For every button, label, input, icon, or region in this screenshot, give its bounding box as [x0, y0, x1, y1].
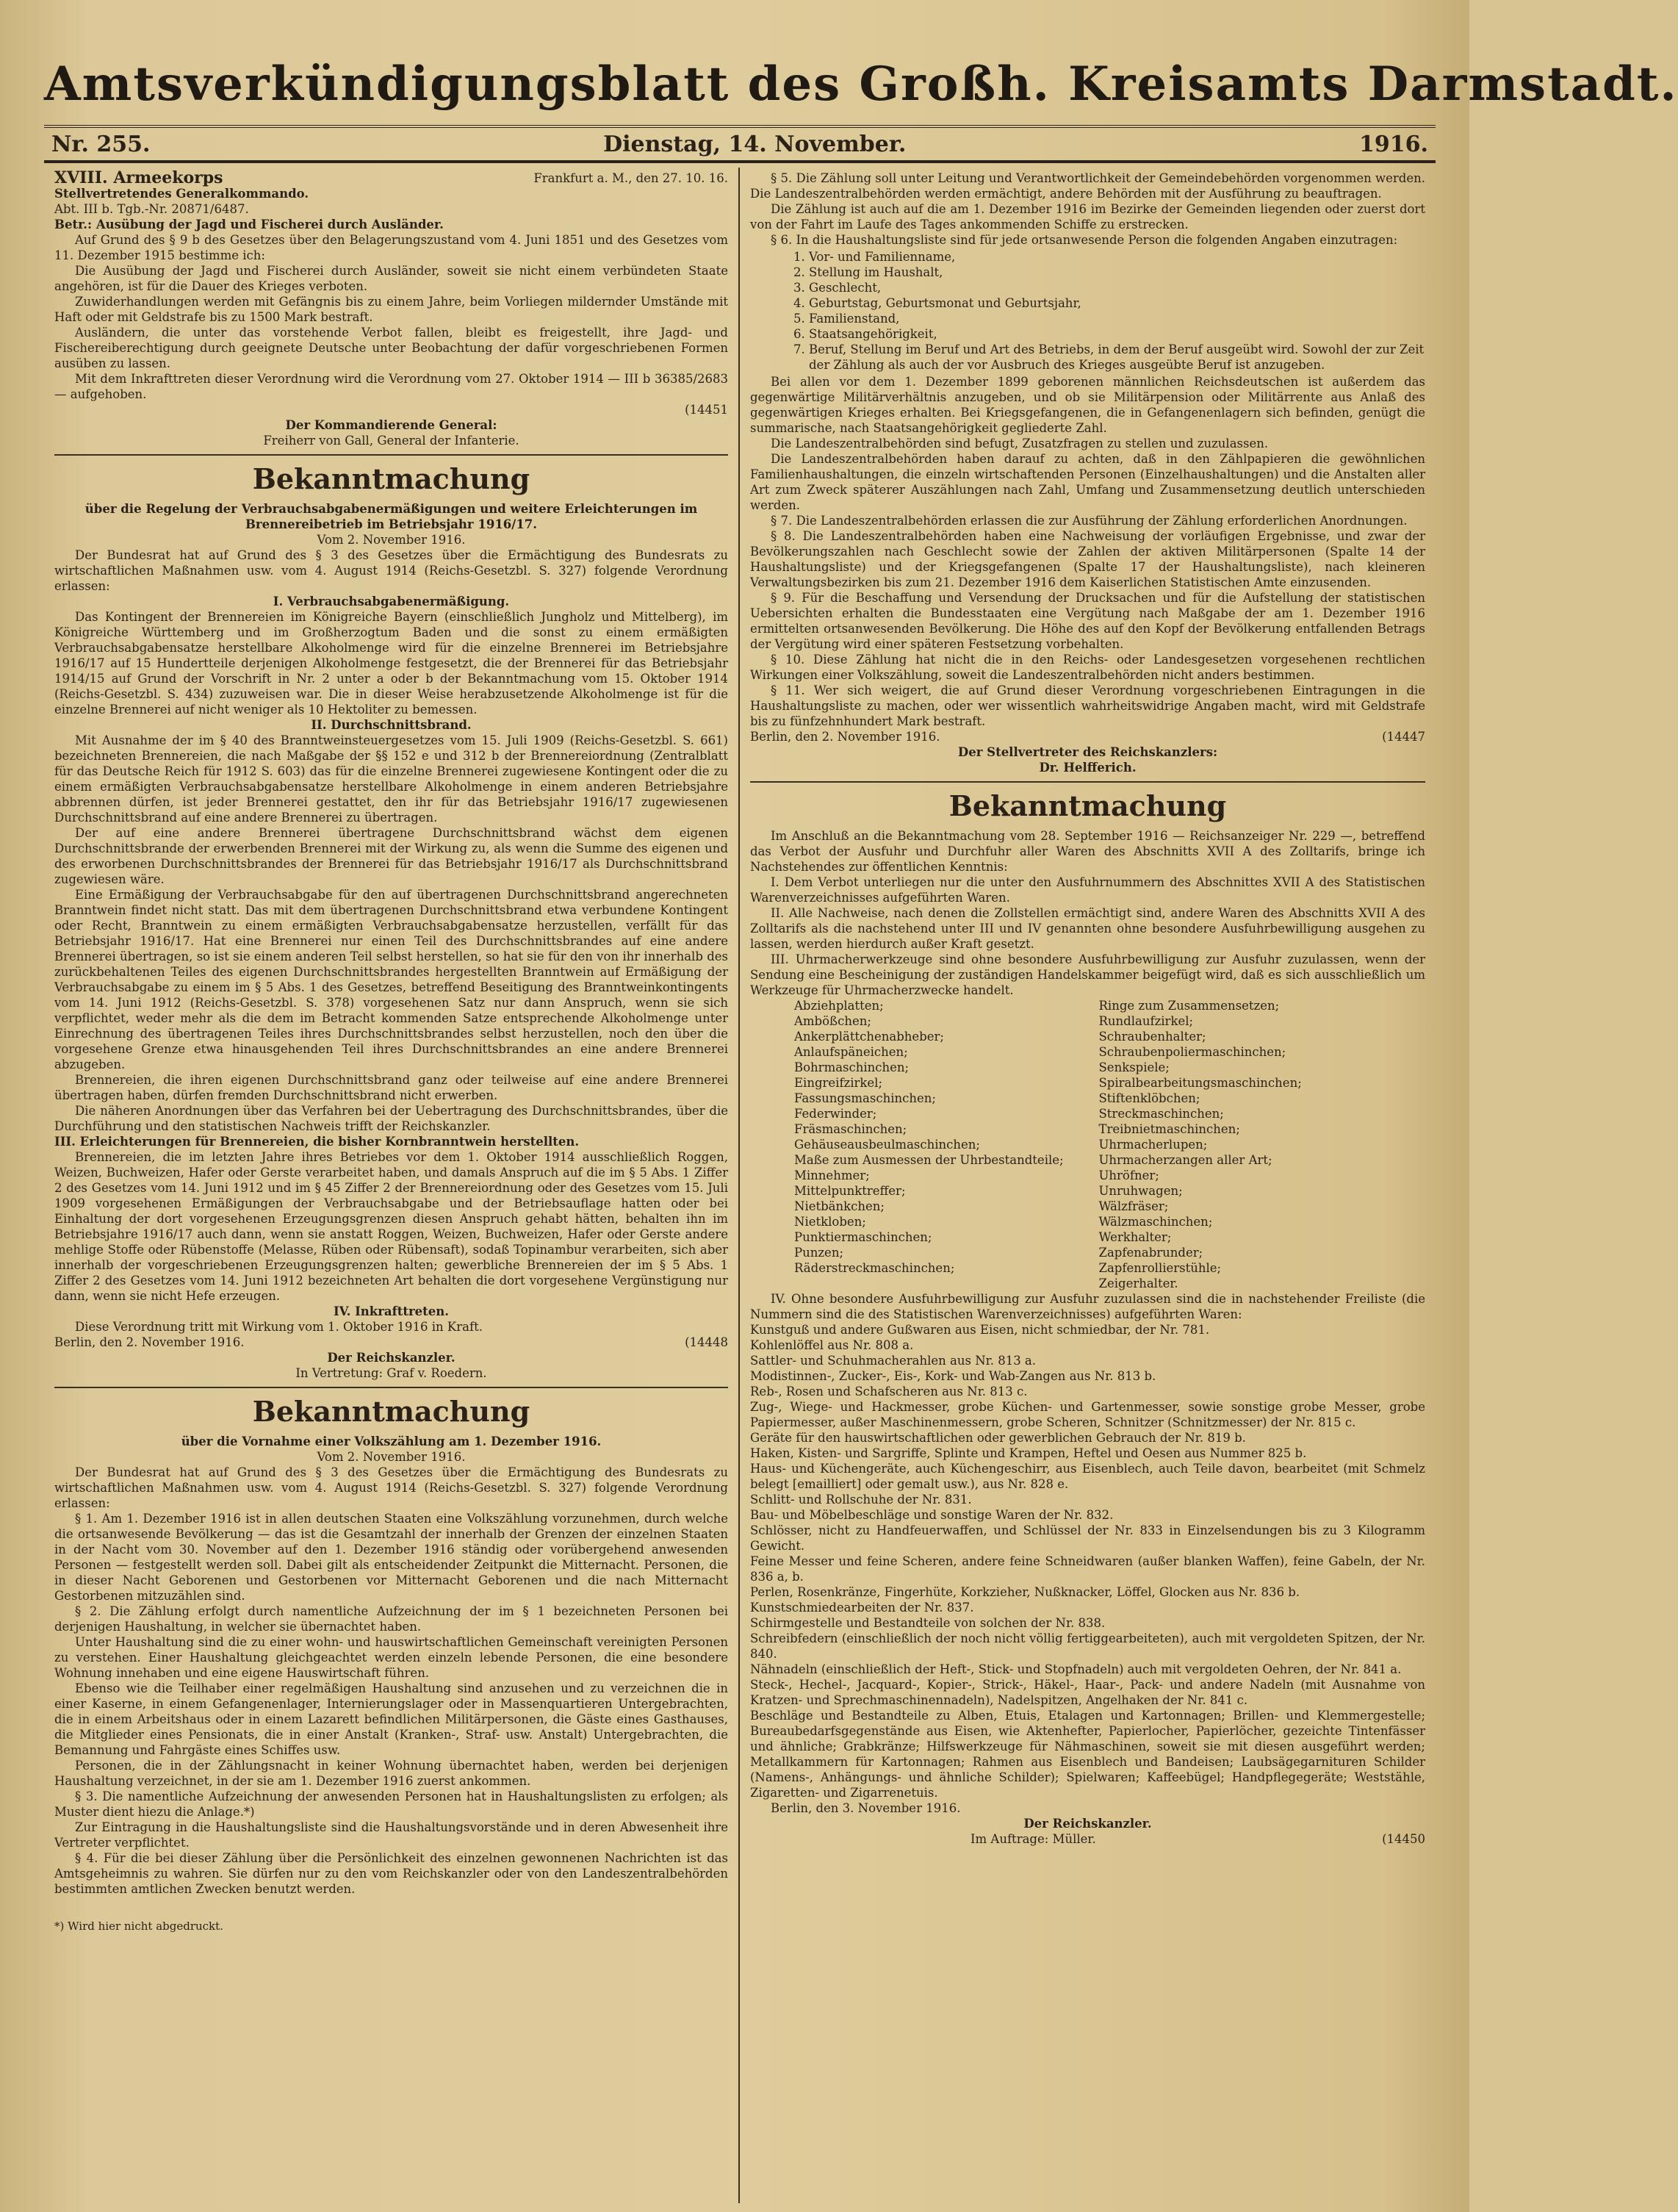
list-item: 6. Staatsangehörigkeit, — [809, 326, 1425, 342]
list-item: Anlaufspäneichen; — [794, 1045, 908, 1059]
article-date: Vom 2. November 1916. — [317, 1450, 466, 1464]
list-item: Ambößchen; — [794, 1014, 871, 1028]
signature-title: Der Reichskanzler. — [327, 1351, 455, 1365]
list-item: Bohrmaschinchen; — [794, 1060, 910, 1074]
paragraph: Die Landeszentralbehörden haben darauf zu achten, daß in den Zählpapieren die gewöhnlichen Familienhaushaltungen, die einzeln wirtschaftenden Personen (Einzelhaushaltungen) und die Anstalten aller Art zum Zweck späterer Auszählungen nach Zahl, Umfang und Zusammensetzung deutlich unterschieden werden. — [750, 452, 1425, 512]
masthead-title: Amtsverkündigungsblatt des Großh. Kreisamts Darmstadt. — [44, 57, 1678, 112]
list-item: Zapfenabrunder; — [1098, 1246, 1203, 1260]
tools-right — [1099, 998, 1382, 1291]
list-item: Kohlenlöffel aus Nr. 808 a. — [750, 1338, 914, 1352]
paragraph: Ebenso wie die Teilhaber einer regelmäßigen Haushaltung sind anzusehen und zu verzeichnen die in einer Kaserne, in einem Gefangenenlager, Internierungslager oder in Massenquartieren Untergebrachten, die in einem Arbeitshaus oder in einem Lazarett befindlichen Militärpersonen, die Gäste eines Gasthauses, die Mitglieder eines Pensionats, die in einer Anstalt (Kranken-, Straf- usw. Anstalt) Untergebrachten, die Bemannung und Fahrgäste eines Schiffes usw. — [54, 1681, 728, 1757]
issue-year: 1916. — [1359, 131, 1428, 157]
list-item: Rundlaufzirkel; — [1098, 1014, 1194, 1028]
paragraph: Die Zählung ist auch auf die am 1. Dezember 1916 im Bezirke der Gemeinden liegenden oder zuerst dort von der Fahrt im Laufe des Tages ankommenden Schiffe zu erstrecken. — [750, 202, 1425, 231]
divider — [750, 781, 1425, 783]
signature-title: Der Reichskanzler. — [1023, 1817, 1152, 1831]
list-item: Treibnietmaschinchen; — [1098, 1122, 1240, 1136]
article-place-date: Berlin, den 2. November 1916. — [54, 1335, 245, 1349]
article-distillery — [54, 462, 728, 1381]
paragraph: § 7. Die Landeszentralbehörden erlassen die zur Ausführung der Zählung erforderlichen Anordnungen. — [771, 514, 1408, 528]
paragraph: Zur Eintragung in die Haushaltungsliste sind die Haushaltungsvorstände und in deren Abwesenheit ihre Vertreter verpflichtet. — [54, 1820, 728, 1850]
issue-number: Nr. 255. — [51, 131, 151, 157]
paragraph: Personen, die in der Zählungsnacht in keiner Wohnung übernachtet haben, werden bei derjenigen Haushaltung verzeichnet, in der sie am 1. Dezember 1916 zuerst ankommen. — [54, 1759, 728, 1788]
list-item: Nähnadeln (einschließlich der Heft-, Stick- und Stopfnadeln) auch mit vergoldeten Oehren, der Nr. 841 a. — [750, 1662, 1402, 1676]
list-item: 7. Beruf, Stellung im Beruf und Art des Betriebs, in dem der Beruf ausgeübt wird. Sowohl der zur Zeit der Zählung als auch der vor Ausbruch des Krieges ausgeübte Beruf ist anzugeben. — [809, 342, 1425, 373]
divider — [54, 454, 728, 456]
paragraph: II. Alle Nachweise, nach denen die Zollstellen ermächtigt sind, andere Waren des Abschnitts XVII A des Zolltarifs als die nachstehend unter III und IV genannten ohne besondere Ausfuhrbewilligung ausgehen zu lassen, werden hierdurch außer Kraft gesetzt. — [750, 906, 1425, 951]
list-item: 1. Vor- und Familienname, — [809, 249, 1425, 265]
list-item: Uhröfner; — [1098, 1168, 1159, 1182]
paragraph: § 11. Wer sich weigert, die auf Grund dieser Verordnung vorgeschriebenen Eintragungen in die Haushaltungsliste zu machen, oder wer wissentlich wahrheitswidrige Angaben macht, wird mit Geldstrafe bis zu fünfzehnhundert Mark bestraft. — [750, 683, 1425, 728]
list-item: Fassungsmaschinchen; — [794, 1091, 936, 1105]
columns — [44, 168, 1436, 2203]
paragraph: Eine Ermäßigung der Verbrauchsabgabe für den auf übertragenen Durchschnittsbrand angerechneten Branntwein findet nicht statt. Das mit dem übertragenen Durchschnittsbrand etwa verbundene Kontingent oder Recht, Branntwein zu einem ermäßigten Verbrauchsabgabensatze herzustellen, verfällt für das Betriebsjahr 1916/17. Hat eine Brennerei nur einen Teil des Durchschnittsbrandes auf eine andere Brennerei übertragen, so ist sie einem anderen Teil selbst herstellen, so hat sie für den von ihr innerhalb des zurückbehaltenen Teiles des eigenen Durchschnittsbrandes hergestellten Branntwein auf Ermäßigung der Verbrauchsabgabe zu einem im § 5 Abs. 1 des Gesetzes, betreffend Beseitigung des Branntweinkontingents vom 14. Juni 1912 (Reichs-Gesetzbl. S. 378) vorgesehenen Satz nur dann Anspruch, wenn sie sich verpflichtet, weder mehr als die dem im Betracht kommenden Satze entsprechende Alkoholmenge unter Einrechnung des übertragenen Teiles ihres Durchschnittsbrandes selbst herzustellen, noch den über die vorgesehene Grenze etwa hinausgehenden Teil ihres Durchschnittsbrandes an eine andere Brennerei abzugeben. — [54, 888, 728, 1071]
paragraph: § 9. Für die Beschaffung und Versendung der Drucksachen und für die Aufstellung der statistischen Uebersichten erhalten die Bundesstaaten eine Vergütung nach Maßgabe der am 1. Dezember 1916 ermittelten ortsanwesenden Bevölkerung. Die Höhe des auf den Kopf der Bevölkerung entfallenden Betrags der Vergütung wird einer späteren Festsetzung vorbehalten. — [750, 591, 1425, 651]
list-item: 4. Geburtstag, Geburtsmonat und Geburtsjahr, — [809, 295, 1425, 311]
signature-name: Freiherr von Gall, General der Infanterie. — [263, 434, 519, 448]
paragraph: § 10. Diese Zählung hat nicht die in den Reichs- oder Landesgesetzen vorgesehenen rechtlichen Wirkungen einer Volkszählung, soweit die Landeszentralbehörden nicht anders bestimmen. — [750, 653, 1425, 682]
list-item: Zeigerhalter. — [1098, 1276, 1178, 1290]
paragraph: § 3. Die namentliche Aufzeichnung der anwesenden Personen hat in Haushaltungslisten zu erfolgen; als Muster dient hiezu die Anlage.*) — [54, 1789, 728, 1819]
list-item: Gehäuseausbeulmaschinchen; — [794, 1138, 980, 1152]
paragraph: § 2. Die Zählung erfolgt durch namentliche Aufzeichnung der im § 1 bezeichneten Personen bei derjenigen Haushaltung, in welcher sie übernachtet haben. — [54, 1604, 728, 1634]
list-item: Wälzfräser; — [1098, 1199, 1169, 1213]
article-subheading: über die Vornahme einer Volkszählung am 1. Dezember 1916. — [181, 1434, 602, 1448]
paragraph: Die näheren Anordnungen über das Verfahren bei der Uebertragung des Durchschnittsbrandes, über die Durchführung und den statistischen Nachweis trifft der Reichskanzler. — [54, 1104, 728, 1133]
paragraph: § 8. Die Landeszentralbehörden haben eine Nachweisung der vorläufigen Ergebnisse, und zwar der Bevölkerungszahlen nach Geschlecht sowie der Zahlen der aktiven Militärpersonen (Spalte 14 der Haushaltungsliste) und der Kriegsgefangenen (Spalte 17 der Haushaltungsliste), nach kleineren Verwaltungsbezirken bis zum 21. Dezember 1916 dem Kaiserlichen Statistischen Amte einzusenden. — [750, 529, 1425, 589]
paragraph: I. Dem Verbot unterliegen nur die unter den Ausfuhrnummern des Abschnittes XVII A des Statistischen Warenverzeichnisses aufgeführten Waren. — [750, 875, 1425, 905]
paragraph: Die Landeszentralbehörden sind befugt, Zusatzfragen zu stellen und zuzulassen. — [771, 437, 1269, 450]
list-item: Punzen; — [794, 1246, 843, 1260]
list-item: Senkspiele; — [1098, 1060, 1170, 1074]
list-item: Ringe zum Zusammensetzen; — [1098, 999, 1280, 1013]
list-item: Sattler- und Schuhmacherahlen aus Nr. 813 a. — [750, 1354, 1037, 1368]
list-item: Minnehmer; — [794, 1168, 870, 1182]
list-item: Haken, Kisten- und Sargriffe, Splinte und Krampen, Heftel und Oesen aus Nummer 825 b. — [750, 1446, 1307, 1460]
signature-title: Der Stellvertreter des Reichskanzlers: — [957, 745, 1218, 759]
article-subheading: über die Regelung der Verbrauchsabgabenermäßigungen und weitere Erleichterungen im Brennereibetrieb im Betriebsjahr 1916/17. — [84, 502, 698, 531]
list-item: Perlen, Rosenkränze, Fingerhüte, Korkzieher, Nußknacker, Löffel, Glocken aus Nr. 836 b. — [750, 1585, 1300, 1599]
notice-number: (14451 — [685, 403, 728, 417]
article-hunting-decree — [54, 170, 728, 448]
paragraph: Mit dem Inkrafttreten dieser Verordnung wird die Verordnung vom 27. Oktober 1914 — III b 36385/2683 — aufgehoben. — [54, 372, 728, 401]
article-heading: Bekanntmachung — [948, 789, 1227, 822]
paragraph: Das Kontingent der Brennereien im Königreiche Bayern (einschließlich Jungholz und Mittelberg), im Königreiche Württemberg und im Großherzogtum Baden und die sonst zu einem ermäßigten Verbrauchsabgabensatze herstellbare Alkoholmenge wird für die einzelne Brennerei im Betriebsjahre 1916/17 auf 15 Hundertteile derjenigen Alkoholmenge festgesetzt, die der Brennerei für das Betriebsjahr 1914/15 auf Grund der Vorschrift in Nr. 2 unter a oder b der Bekanntmachung vom 15. Oktober 1914 (Reichs-Gesetzbl. S. 434) zuzuweisen war. Die in dieser Weise herabzusetzende Alkoholmenge ist für die einzelne Brennerei auf nicht weniger als 10 Hektoliter zu bemessen. — [54, 610, 728, 717]
list-item: 3. Geschlecht, — [809, 280, 1425, 295]
footnote: *) Wird hier nicht abgedruckt. — [54, 1920, 223, 1933]
list-item: Kunstguß und andere Gußwaren aus Eisen, nicht schmiedbar, der Nr. 781. — [750, 1323, 1210, 1337]
list-item: Stiftenklöbchen; — [1098, 1091, 1200, 1105]
list-item: Kunstschmiedearbeiten der Nr. 837. — [750, 1601, 974, 1615]
list-item: Fräsmaschinchen; — [794, 1122, 907, 1136]
list-item: Unruhwagen; — [1098, 1184, 1183, 1198]
article-place-date: Berlin, den 2. November 1916. — [750, 730, 940, 744]
article-date: Vom 2. November 1916. — [317, 533, 466, 547]
paragraph: Mit Ausnahme der im § 40 des Branntweinsteuergesetzes vom 15. Juli 1909 (Reichs-Gesetzbl. S. 661) bezeichneten Brennereien, die nach Maßgabe der §§ 152 e und 312 b der Brennereiordnung (Zentralblatt für das Deutsche Reich für 1912 S. 603) das für die einzelne Brennerei zugewiesene Kontingent oder die zu einem ermäßigten Verbrauchsabgabensatze herstellbare Alkoholmenge in einem anderen Betriebsjahre abbrennen dürfen, ist jeder Brennerei gestattet, den ihr für das Betriebsjahr 1916/17 zugewiesenen Durchschnittsbrand auf eine andere Brennerei zu übertragen. — [54, 733, 728, 825]
paragraph: Bei allen vor dem 1. Dezember 1899 geborenen männlichen Reichsdeutschen ist außerdem das gegenwärtige Militärverhältnis anzugeben, und ob sie Militärpension oder Militärrente aus Anlaß des gegenwärtigen Krieges erhalten. Bei Kriegsgefangenen, die in Gefangenenlagern sich befinden, genügt die summarische, nach Staatsangehörigkeit gegliederte Zahl. — [750, 375, 1425, 435]
list-item: Schraubenpoliermaschinchen; — [1098, 1045, 1286, 1059]
article-place-date: Berlin, den 3. November 1916. — [771, 1801, 961, 1815]
list-item: Zapfenrollierstühle; — [1098, 1261, 1222, 1275]
decree-reference: Abt. III b. Tgb.-Nr. 20871/6487. — [54, 202, 249, 216]
list-item: Zug-, Wiege- und Hackmesser, grobe Küchen- und Gartenmesser, sowie sonstige grobe Messer, grobe Papiermesser, außer Maschinenmessern, grobe Scheren, Schnitzer (Schnitzmesser) der Nr. 815 c. — [750, 1400, 1425, 1429]
divider — [54, 1387, 728, 1388]
list-item: Schirmgestelle und Bestandteile von solchen der Nr. 838. — [750, 1616, 1106, 1630]
list-item: Uhrmacherlupen; — [1098, 1138, 1208, 1152]
corps-heading: XVIII. Armeekorps — [54, 168, 223, 187]
list-item: Nietbänkchen; — [794, 1199, 885, 1213]
list-item: Nietkloben; — [794, 1215, 866, 1229]
section-heading: I. Verbrauchsabgabenermäßigung. — [273, 595, 510, 608]
section-heading: IV. Inkrafttreten. — [333, 1304, 450, 1318]
list-item: Reb-, Rosen und Schafscheren aus Nr. 813 c. — [750, 1385, 1028, 1398]
decree-place-date: Frankfurt a. M., den 27. 10. 16. — [533, 171, 728, 185]
list-item: Eingreifzirkel; — [794, 1076, 883, 1090]
signature-title: Der Kommandierende General: — [285, 418, 497, 432]
free-list — [750, 1322, 1425, 1800]
paragraph: Der auf eine andere Brennerei übertragene Durchschnittsbrand wächst dem eigenen Durchschnittsbrande der erwerbenden Brennerei mit der Wirkung zu, als wenn die Summe des eigenen und des erworbenen Durchschnittsbrandes der Brennerei für das Betriebsjahr 1916/17 als Durchschnittsbrand zugewiesen wäre. — [54, 826, 728, 886]
paragraph: III. Uhrmacherwerkzeuge sind ohne besondere Ausfuhrbewilligung zur Ausfuhr zuzulassen, wenn der Sendung eine Bescheinigung der zuständigen Handelskammer beigefügt wird, daß es sich ausschließlich um Werkzeuge für Uhrmacherzwecke handelt. — [750, 952, 1425, 997]
section-heading: II. Durchschnittsbrand. — [311, 718, 472, 732]
list-item: Spiralbearbeitungsmaschinchen; — [1098, 1076, 1302, 1090]
list-item: Streckmaschinchen; — [1098, 1107, 1224, 1121]
signature-name: Im Auftrage: Müller. — [971, 1832, 1096, 1846]
section-heading: III. Erleichterungen für Brennereien, die bisher Kornbranntwein herstellten. — [54, 1135, 580, 1149]
paragraph: Zuwiderhandlungen werden mit Gefängnis bis zu einem Jahre, beim Vorliegen mildernder Umstände mit Haft oder mit Geldstrafe bis zu 1500 Mark bestraft. — [54, 295, 728, 324]
paragraph: Ausländern, die unter das vorstehende Verbot fallen, bleibt es freigestellt, ihre Jagd- und Fischereiberechtigung durch geeignete Deutsche unter Beobachtung der dafür vorgeschriebenen Formen ausüben zu lassen. — [54, 326, 728, 370]
paragraph: Auf Grund des § 9 b des Gesetzes über den Belagerungszustand vom 4. Juni 1851 und des Gesetzes vom 11. Dezember 1915 bestimme ich: — [54, 233, 728, 262]
list-item: Federwinder; — [794, 1107, 877, 1121]
list-item: Schlösser, nicht zu Handfeuerwaffen, und Schlüssel der Nr. 833 in Einzelsendungen bis zu 3 Kilogramm Gewicht. — [750, 1523, 1425, 1553]
list-item: Punktiermaschinchen; — [794, 1230, 932, 1244]
list-item: Modistinnen-, Zucker-, Eis-, Kork- und Wab-Zangen aus Nr. 813 b. — [750, 1369, 1156, 1383]
decree-subject: Betr.: Ausübung der Jagd und Fischerei durch Ausländer. — [54, 218, 444, 231]
list-item: Schreibfedern (einschließlich der noch nicht völlig fertiggearbeiteten), auch mit vergoldeten Spitzen, der Nr. 840. — [750, 1631, 1425, 1661]
issue-date: Dienstag, 14. November. — [603, 131, 907, 157]
tools-left — [794, 998, 1077, 1291]
list-item: Maße zum Ausmessen der Uhrbestandteile; — [794, 1153, 1064, 1167]
article-census — [54, 1394, 728, 1934]
article-heading: Bekanntmachung — [252, 1395, 530, 1428]
list-item: Räderstreckmaschinchen; — [794, 1261, 955, 1275]
notice-number: (14448 — [685, 1335, 728, 1349]
paragraph: Brennereien, die im letzten Jahre ihres Betriebes vor dem 1. Oktober 1914 ausschließlich Roggen, Weizen, Buchweizen, Hafer oder Gerste verarbeitet haben, und damals Anspruch auf die im § 5 Abs. 1 Ziffer 2 des Gesetzes vom 14. Juni 1912 und im § 45 Ziffer 2 der Brennereiordnung oder des Gesetzes vom 15. Juli 1909 vorgesehenen Ermäßigungen der Verbrauchsabgabe und der Betriebsauflage hatten oder bei Einhaltung der dort vorgesehenen Erzeugungsgrenzen diesen Anspruch gehabt hätten, behalten ihn im Betriebsjahre 1916/17 auch dann, wenn sie anstatt Roggen, Weizen, Buchweizen, Hafer oder Gerste andere mehlige Stoffe oder Rübenstoffe (Melasse, Rüben oder Rübensaft), sodaß Topinambur verarbeiten, sich aber innerhalb der vorgeschriebenen Erzeugungsgrenzen halten; gewerbliche Brennereien der im § 5 Abs. 1 Ziffer 2 des Gesetzes vom 14. Juni 1912 bezeichneten Art behalten die dort vorgesehene Vergünstigung nur dann, wenn sie nicht Hefe erzeugen. — [54, 1150, 728, 1303]
paragraph: Der Bundesrat hat auf Grund des § 3 des Gesetzes über die Ermächtigung des Bundesrats zu wirtschaftlichen Maßnahmen usw. vom 4. August 1914 (Reichs-Gesetzbl. S. 327) folgende Verordnung erlassen: — [54, 1465, 728, 1510]
signature-name: Dr. Helfferich. — [1039, 761, 1137, 775]
list-item: 5. Familienstand, — [809, 311, 1425, 326]
paragraph: § 1. Am 1. Dezember 1916 ist in allen deutschen Staaten eine Volkszählung vorzunehmen, durch welche die ortsanwesende Bevölkerung — das ist die Gesamtzahl der innerhalb der Grenzen der einzelnen Staaten in der Nacht vom 30. November auf den 1. Dezember 1916 ständig oder vorübergehend anwesenden Personen — festgestellt werden soll. Dabei gilt als entscheidender Zeitpunkt die Mitternacht. Personen, die in dieser Nacht Geborenen und Gestorbenen vor Mitternacht Geborenen und die nach Mitternacht Gestorbenen mitzuzählen sind. — [54, 1512, 728, 1603]
paragraph: Der Bundesrat hat auf Grund des § 3 des Gesetzes über die Ermächtigung des Bundesrats zu wirtschaftlichen Maßnahmen usw. vom 4. August 1914 (Reichs-Gesetzbl. S. 327) folgende Verordnung erlassen: — [54, 548, 728, 593]
paragraph: Unter Haushaltung sind die zu einer wohn- und hauswirtschaftlichen Gemeinschaft vereinigten Personen zu verstehen. Einer Haushaltung gleichgeachtet werden einzeln lebende Personen, die eine besondere Wohnung innehaben und eine eigene Hauswirtschaft führen. — [54, 1635, 728, 1680]
paragraph: § 5. Die Zählung soll unter Leitung und Verantwortlichkeit der Gemeindebehörden vorgenommen werden. Die Landeszentralbehörden werden ermächtigt, andere Behörden mit der Ausführung zu beauftragen. — [750, 171, 1426, 201]
list-item: Bau- und Möbelbeschläge und sonstige Waren der Nr. 832. — [750, 1508, 1114, 1522]
census-fields-list — [794, 249, 1425, 373]
list-item: Mittelpunktreffer; — [794, 1184, 906, 1198]
list-item: Schraubenhalter; — [1098, 1030, 1206, 1044]
list-item: Wälzmaschinchen; — [1098, 1215, 1213, 1229]
list-item: Uhrmacherzangen aller Art; — [1098, 1153, 1272, 1167]
article-export — [750, 789, 1425, 1847]
tools-list — [750, 998, 1425, 1291]
paragraph: Im Anschluß an die Bekanntmachung vom 28. September 1916 — Reichsanzeiger Nr. 229 —, betreffend das Verbot der Ausfuhr und Durchfuhr aller Waren des Abschnitts XVII A des Zolltarifs, bringe ich Nachstehendes zur öffentlichen Kenntnis: — [750, 829, 1425, 874]
article-heading: Bekanntmachung — [252, 462, 530, 495]
notice-number: (14450 — [1382, 1832, 1425, 1846]
paragraph: § 4. Für die bei dieser Zählung über die Persönlichkeit des einzelnen gewonnenen Nachrichten ist das Amtsgeheimnis zu wahren. Sie dürfen nur zu den vom Reichskanzler oder von den Landeszentralbehörden bestimmten amtlichen Zwecken benutzt werden. — [54, 1851, 728, 1896]
article-census-continued — [750, 170, 1425, 775]
list-item: Feine Messer und feine Scheren, andere feine Schneidwaren (außer blanken Waffen), feine Gabeln, der Nr. 836 a, b. — [750, 1554, 1425, 1584]
list-item: Haus- und Küchengeräte, auch Küchengeschirr, aus Eisenblech, auch Teile davon, bearbeitet (mit Schmelz belegt [emailliert] oder gemalt usw.), aus Nr. 828 e. — [750, 1462, 1425, 1491]
list-item: 2. Stellung im Haushalt, — [809, 265, 1425, 280]
paragraph: Diese Verordnung tritt mit Wirkung vom 1. Oktober 1916 in Kraft. — [75, 1320, 483, 1334]
right-column — [740, 168, 1436, 2203]
list-item: Steck-, Hechel-, Jacquard-, Kopier-, Strick-, Häkel-, Haar-, Pack- und andere Nadeln (mit Ausnahme von Kratzen- und Sprechmaschinennadeln), Nadelspitzen, Angelhaken der Nr. 841 c. — [750, 1678, 1425, 1707]
left-column — [44, 168, 740, 2203]
list-item: Schlitt- und Rollschuhe der Nr. 831. — [750, 1493, 972, 1507]
paragraph: IV. Ohne besondere Ausfuhrbewilligung zur Ausfuhr zuzulassen sind die in nachstehender Freiliste (die Nummern sind die des Statistischen Warenverzeichnisses) aufgeführten Waren: — [750, 1292, 1425, 1321]
signature-name: In Vertretung: Graf v. Roedern. — [295, 1366, 487, 1380]
notice-number: (14447 — [1382, 730, 1425, 744]
command-heading: Stellvertretendes Generalkommando. — [54, 187, 309, 201]
paragraph: § 6. In die Haushaltungsliste sind für jede ortsanwesende Person die folgenden Angaben einzutragen: — [771, 233, 1398, 247]
list-item: Abziehplatten; — [794, 999, 884, 1013]
issue-line — [44, 125, 1436, 163]
list-item: Werkhalter; — [1098, 1230, 1172, 1244]
paragraph: Die Ausübung der Jagd und Fischerei durch Ausländer, soweit sie nicht einem verbündeten Staate angehören, ist für die Dauer des Krieges verboten. — [54, 264, 728, 293]
list-item: Beschläge und Bestandteile zu Alben, Etuis, Etalagen und Kartonnagen; Brillen- und Klemmergestelle; Bureaubedarfsgegenstände aus Eisen, wie Aktenhefter, Papierlocher, Papierlöcher, gezeichte Tintenfässer und ähnliche; Grabkränze; Hilfswerkzeuge für Nähmaschinen, soweit sie mit diesen ausgeführt werden; Metallkammern für Kartonnagen; Rahmen aus Eisenblech und Bandeisen; Laubsägegarnituren Schilder (Namens-, Anhängungs- und ähnliche Schilder); Spielwaren; Kaffeebügel; Handpflegegeräte; Weststähle, Zigaretten- und Zigarrenetuis. — [750, 1709, 1425, 1800]
list-item: Geräte für den hauswirtschaftlichen oder gewerblichen Gebrauch der Nr. 819 b. — [750, 1431, 1246, 1445]
paragraph: Brennereien, die ihren eigenen Durchschnittsbrand ganz oder teilweise auf eine andere Brennerei übertragen haben, dürfen fremden Durchschnittsbrand nicht erwerben. — [54, 1073, 728, 1102]
list-item: Ankerplättchenabheber; — [794, 1030, 944, 1044]
